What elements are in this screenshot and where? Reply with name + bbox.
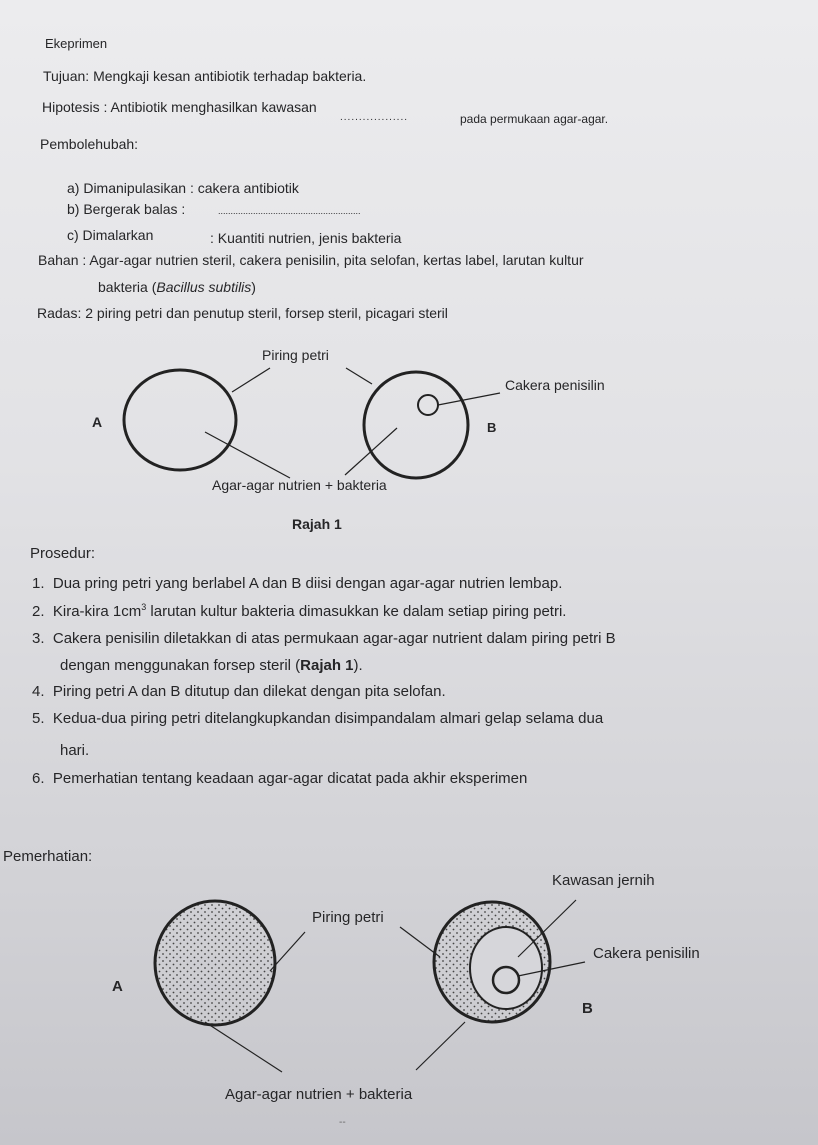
- label-kawasan-jernih: Kawasan jernih: [552, 872, 655, 889]
- step-5-cont: hari.: [60, 742, 90, 759]
- step-text: dengan menggunakan forsep steril (: [60, 657, 301, 674]
- label-dish-a: A: [92, 414, 103, 430]
- step-text: Cakera penisilin diletakkan di atas permukaan agar-agar nutrient dalam piring petri B: [52, 630, 616, 647]
- penicillin-disc: [418, 395, 438, 415]
- variable-manipulated: a) Dimanipulasikan : cakera antibiotik: [67, 180, 299, 196]
- step-text: Kira-kira: [52, 603, 113, 620]
- step-number: 1.: [32, 575, 45, 592]
- pembolehubah-title: Pembolehubah:: [40, 136, 139, 152]
- heading: Ekeprimen: [45, 36, 108, 51]
- petri-dish-a: [124, 370, 236, 470]
- petri-dish-b: [364, 372, 468, 478]
- label-piring-petri: Piring petri: [262, 347, 329, 363]
- hipotesis-blank[interactable]: ..................: [340, 112, 409, 123]
- label-dish-b: B: [487, 420, 497, 435]
- step-text: larutan kultur bakteria dimasukkan ke dalam setiap piring petri.: [146, 603, 567, 620]
- step-3-cont: [60, 657, 363, 674]
- step-text: ).: [353, 657, 363, 674]
- step-5: [32, 710, 603, 727]
- label-cakera-penisilin-2: Cakera penisilin: [593, 945, 700, 962]
- variable-constant-value: : Kuantiti nutrien, jenis bakteria: [210, 230, 402, 246]
- step-unit: 1cm: [112, 603, 142, 620]
- label-dish-a-2: A: [112, 978, 123, 995]
- label-dish-b-2: B: [582, 1000, 593, 1017]
- label-piring-petri-2: Piring petri: [312, 909, 384, 926]
- rajah1-diagram: [124, 368, 500, 478]
- label-agar-2: Agar-agar nutrien + bakteria: [225, 1086, 413, 1103]
- step-number: 4.: [32, 683, 45, 700]
- petri-dish-a-result: [155, 901, 275, 1025]
- prosedur-title: Prosedur:: [30, 545, 96, 562]
- step-6: [32, 770, 527, 787]
- step-text: Pemerhatian tentang keadaan agar-agar dicatat pada akhir eksperimen: [52, 770, 528, 787]
- bahan-line1: Bahan : Agar-agar nutrien steril, cakera penisilin, pita selofan, kertas label, larutan kultur: [38, 252, 584, 268]
- species-name: Bacillus subtilis: [156, 279, 252, 295]
- step-number: 2.: [32, 603, 45, 620]
- step-4: [32, 683, 446, 700]
- step-2: [32, 602, 566, 620]
- step-number: 5.: [32, 710, 45, 727]
- responding-blank[interactable]: .........................................................: [218, 206, 361, 216]
- step-unit-sup: 3: [141, 602, 147, 612]
- step-text: Kedua-dua piring petri ditelangkupkandan disimpandalam almari gelap selama dua: [52, 710, 604, 727]
- hipotesis-suffix: pada permukaan agar-agar.: [460, 112, 609, 126]
- figure-ref: Rajah 1: [300, 657, 354, 674]
- step-number: 6.: [32, 770, 45, 787]
- hipotesis-text: Hipotesis : Antibiotik menghasilkan kawasan: [42, 99, 317, 115]
- bahan-text: bakteria (: [98, 279, 157, 295]
- footer-mark: --: [339, 1117, 346, 1128]
- penicillin-disc-result: [493, 967, 519, 993]
- step-number: 3.: [32, 630, 45, 647]
- radas: Radas: 2 piring petri dan penutup steril, forsep steril, picagari steril: [37, 305, 448, 321]
- step-1: [32, 575, 562, 592]
- label-cakera-penisilin: Cakera penisilin: [505, 377, 605, 393]
- tujuan: Tujuan: Mengkaji kesan antibiotik terhadap bakteria.: [43, 68, 367, 84]
- label-agar: Agar-agar nutrien + bakteria: [212, 477, 387, 493]
- figure-caption: Rajah 1: [292, 516, 342, 532]
- step-3: [32, 630, 616, 647]
- step-text: Dua pring petri yang berlabel A dan B diisi dengan agar-agar nutrien lembap.: [52, 575, 563, 592]
- variable-responding: b) Bergerak balas :: [67, 201, 186, 217]
- variable-constant: c) Dimalarkan: [67, 227, 154, 243]
- pemerhatian-title: Pemerhatian:: [3, 848, 93, 865]
- step-text: Piring petri A dan B ditutup dan dilekat dengan pita selofan.: [52, 683, 446, 700]
- bahan-text: ): [251, 279, 256, 295]
